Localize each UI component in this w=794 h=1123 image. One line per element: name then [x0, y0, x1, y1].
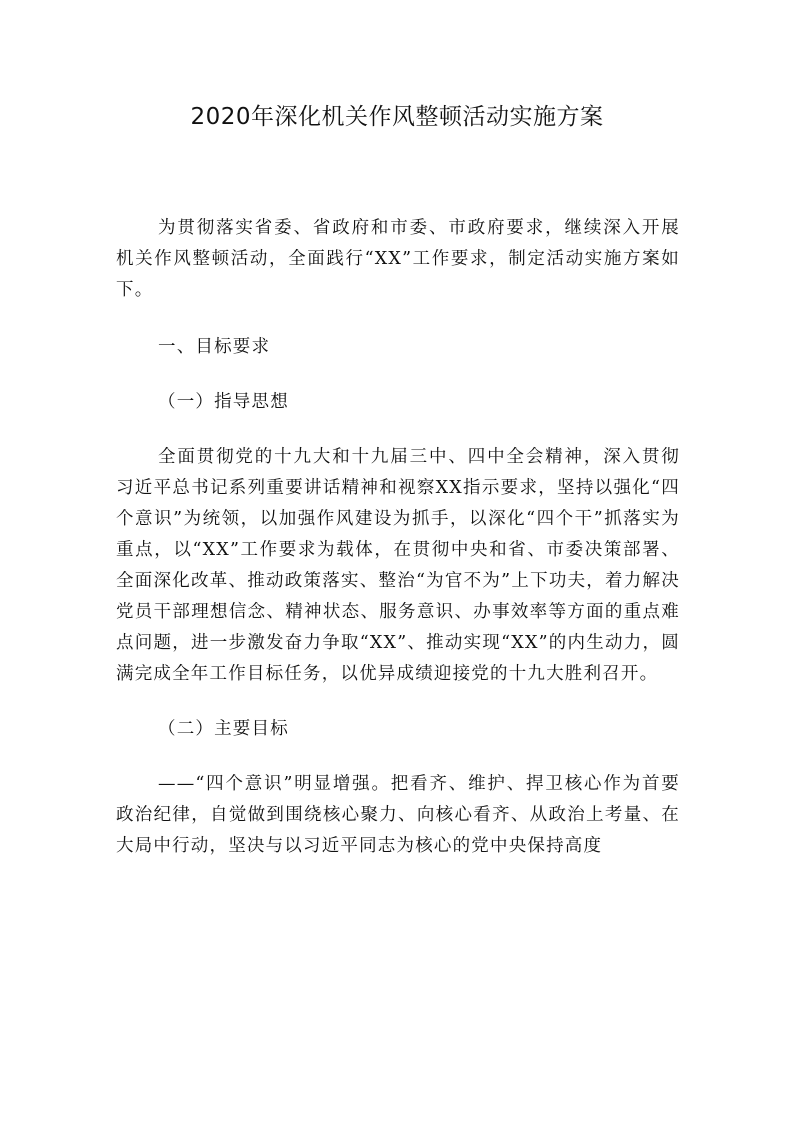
document-title: 2020年深化机关作风整顿活动实施方案 — [190, 104, 604, 130]
intro-paragraph: 为贯彻落实省委、省政府和市委、市政府要求，继续深入开展机关作风整顿活动，全面践行“XX”工作要求，制定活动实施方案如下。 — [116, 218, 680, 300]
subsection-heading-guiding-ideology: （一）指导思想 — [158, 392, 289, 412]
subsection-heading-main-goals: （二）主要目标 — [158, 719, 289, 739]
guiding-ideology-paragraph: 全面贯彻党的十九大和十九届三中、四中全会精神，深入贯彻习近平总书记系列重要讲话精神和视察XX指示要求，坚持以强化“四个意识”为统领，以加强作风建设为抓手，以深化“四个干”抓落实为重点，以“XX”工作要求为载体，在贯彻中央和省、市委决策部署、全面深化改革、推动政策落实、整治“为官不为”上下功夫，着力解决党员干部理想信念、精神状态、服务意识、办事效率等方面的重点难点问题，进一步激发奋力争取“XX”、推动实现“XX”的内生动力，圆满完成全年工作目标任务，以优异成绩迎接党的十九大胜利召开。 — [116, 447, 680, 684]
main-goals-paragraph: ——“四个意识”明显增强。把看齐、维护、捍卫核心作为首要政治纪律，自觉做到围绕核心聚力、向核心看齐、从政治上考量、在大局中行动，坚决与以习近平同志为核心的党中央保持高度 — [116, 774, 680, 856]
section-heading: 一、目标要求 — [158, 337, 271, 357]
document-body — [116, 213, 680, 862]
